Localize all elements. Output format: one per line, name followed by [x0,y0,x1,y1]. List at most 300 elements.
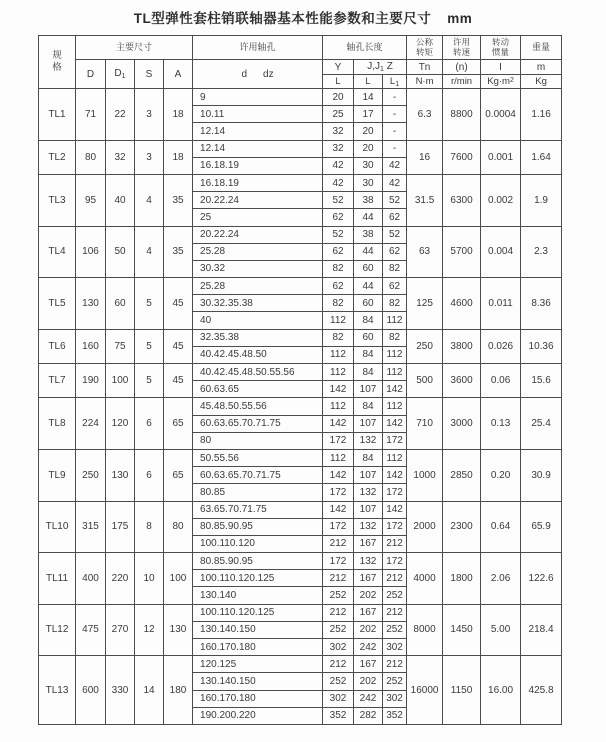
inertia-cell: 0.011 [481,278,521,330]
speed-cell: 1150 [443,656,481,725]
col-header-I: I [481,60,521,75]
length-Y-cell: 172 [323,432,354,449]
torque-cell: 2000 [407,501,443,553]
bore-d-cell: 25 [193,209,323,226]
length-Z-cell: 112 [383,312,407,329]
bore-d-cell: 20.22.24 [193,226,323,243]
length-Z-cell: 52 [383,192,407,209]
length-Y-cell: 42 [323,157,354,174]
length-Y-cell: 142 [323,381,354,398]
table-row [39,140,562,157]
spec-cell: TL6 [39,329,76,363]
length-Z-cell: 142 [383,467,407,484]
length-Z-cell: 172 [383,553,407,570]
length-J-cell: 44 [354,243,383,260]
spec-cell: TL2 [39,140,76,174]
dim-D1-cell: 32 [106,140,135,174]
length-Y-cell: 112 [323,346,354,363]
length-Y-cell: 62 [323,243,354,260]
dim-D-cell: 400 [76,553,106,605]
length-Y-cell: 172 [323,484,354,501]
bore-d-cell: 60.63.65.70.71.75 [193,467,323,484]
length-J-cell: 202 [354,587,383,604]
dim-A-cell: 130 [164,604,193,656]
length-Y-cell: 62 [323,278,354,295]
table-body [39,89,562,725]
unit-speed: r/min [443,75,481,89]
dim-D-cell: 80 [76,140,106,174]
inertia-cell: 5.00 [481,604,521,656]
length-J-cell: 20 [354,140,383,157]
weight-cell: 8.36 [521,278,562,330]
length-Z-cell: 112 [383,398,407,415]
length-J-cell: 60 [354,295,383,312]
length-J-cell: 84 [354,449,383,466]
length-Y-cell: 62 [323,209,354,226]
col-header-L-j: L [354,75,383,89]
bore-d-cell: 12.14 [193,123,323,140]
length-Z-cell: 172 [383,518,407,535]
dim-D1-cell: 50 [106,226,135,278]
bore-d-cell: 30.32 [193,260,323,277]
length-Y-cell: 142 [323,467,354,484]
speed-cell: 5700 [443,226,481,278]
spec-cell: TL5 [39,278,76,330]
torque-cell: 16 [407,140,443,174]
bore-d-cell: 16.18.19 [193,157,323,174]
speed-cell: 2300 [443,501,481,553]
spec-cell: TL1 [39,89,76,141]
speed-cell: 7600 [443,140,481,174]
spec-table [38,35,562,725]
length-J-cell: 202 [354,621,383,638]
col-group-torque: 公称转矩 [407,36,443,60]
bore-d-cell: 9 [193,89,323,106]
length-Z-cell: 252 [383,673,407,690]
length-J-cell: 84 [354,398,383,415]
dim-D-cell: 160 [76,329,106,363]
length-J-cell: 242 [354,690,383,707]
speed-cell: 2850 [443,449,481,501]
spec-cell: TL9 [39,449,76,501]
dim-D1-cell: 175 [106,501,135,553]
col-group-speed: 许用转速 [443,36,481,60]
length-Z-cell: 142 [383,501,407,518]
table-row [39,501,562,518]
bore-d-cell: 40 [193,312,323,329]
dim-A-cell: 180 [164,656,193,725]
length-Z-cell: 302 [383,690,407,707]
length-J-cell: 84 [354,312,383,329]
dim-S-cell: 3 [135,140,164,174]
dim-S-cell: 8 [135,501,164,553]
length-J-cell: 107 [354,501,383,518]
length-Y-cell: 82 [323,260,354,277]
length-Z-cell: 352 [383,707,407,724]
bore-d-cell: 60.63.65.70.71.75 [193,415,323,432]
length-Y-cell: 112 [323,398,354,415]
bore-d-cell: 190.200.220 [193,707,323,724]
table-row [39,553,562,570]
length-J-cell: 167 [354,535,383,552]
col-group-bore: 许用轴孔 [193,36,323,60]
dim-D1-cell: 40 [106,174,135,226]
dim-D1-cell: 330 [106,656,135,725]
bore-d-cell: 10.11 [193,106,323,123]
weight-cell: 25.4 [521,398,562,450]
bore-d-cell: 63.65.70.71.75 [193,501,323,518]
spec-cell: TL3 [39,174,76,226]
length-Y-cell: 52 [323,192,354,209]
col-header-S: S [135,60,164,89]
dim-D1-cell: 100 [106,364,135,398]
bore-d-cell: 100.110.120.125 [193,570,323,587]
bore-d-cell: 120.125 [193,656,323,673]
dim-D-cell: 71 [76,89,106,141]
table-row [39,174,562,191]
length-Y-cell: 32 [323,123,354,140]
inertia-cell: 2.06 [481,553,521,605]
dim-A-cell: 100 [164,553,193,605]
length-Z-cell: 62 [383,209,407,226]
col-header-D1: $D_1$ [106,60,135,89]
torque-cell: 1000 [407,449,443,501]
length-Y-cell: 212 [323,535,354,552]
inertia-cell: 0.026 [481,329,521,363]
length-Y-cell: 172 [323,518,354,535]
bore-d-cell: 50.55.56 [193,449,323,466]
torque-cell: 4000 [407,553,443,605]
bore-d-cell: 40.42.45.48.50.55.56 [193,364,323,381]
length-J-cell: 84 [354,364,383,381]
col-group-main-dims: 主要尺寸 [76,36,193,60]
dim-A-cell: 45 [164,278,193,330]
length-Z-cell: - [383,123,407,140]
length-Y-cell: 32 [323,140,354,157]
length-J-cell: 60 [354,329,383,346]
bore-d-cell: 80.85.90.95 [193,518,323,535]
spec-cell: TL12 [39,604,76,656]
col-group-bore-length: 轴孔长度 [323,36,407,60]
dim-A-cell: 65 [164,398,193,450]
title-unit: mm [447,11,473,26]
bore-d-cell: 160.170.180 [193,690,323,707]
length-J-cell: 242 [354,639,383,656]
table-row [39,278,562,295]
table-row [39,364,562,381]
weight-cell: 30.9 [521,449,562,501]
col-header-A: A [164,60,193,89]
dim-S-cell: 14 [135,656,164,725]
weight-cell: 1.64 [521,140,562,174]
length-Y-cell: 20 [323,89,354,106]
length-Y-cell: 112 [323,364,354,381]
length-Y-cell: 82 [323,295,354,312]
bore-d-cell: 160.170.180 [193,639,323,656]
dim-A-cell: 45 [164,329,193,363]
bore-d-cell: 25.28 [193,243,323,260]
unit-torque: N·m [407,75,443,89]
dim-D-cell: 95 [76,174,106,226]
length-J-cell: 44 [354,278,383,295]
length-Z-cell: 62 [383,278,407,295]
speed-cell: 6300 [443,174,481,226]
dim-A-cell: 65 [164,449,193,501]
bore-d-cell: 130.140.150 [193,673,323,690]
length-Y-cell: 252 [323,673,354,690]
spec-cell: TL13 [39,656,76,725]
dim-D1-cell: 220 [106,553,135,605]
dim-D1-cell: 120 [106,398,135,450]
dim-D-cell: 600 [76,656,106,725]
dim-D-cell: 224 [76,398,106,450]
bore-d-cell: 16.18.19 [193,174,323,191]
length-Z-cell: 212 [383,535,407,552]
dim-S-cell: 5 [135,329,164,363]
bore-d-cell: 100.110.120.125 [193,604,323,621]
unit-inertia: $Kg\cdot m^2$ [481,75,521,89]
torque-cell: 16000 [407,656,443,725]
col-header-d-dz: d dz [193,60,323,89]
spec-cell: TL11 [39,553,76,605]
col-header-Y: Y [323,60,354,75]
length-J-cell: 202 [354,673,383,690]
length-J-cell: 132 [354,484,383,501]
col-header-Tn: Tn [407,60,443,75]
length-Y-cell: 42 [323,174,354,191]
dim-D-cell: 315 [76,501,106,553]
length-Y-cell: 82 [323,329,354,346]
length-Z-cell: 172 [383,484,407,501]
table-row [39,398,562,415]
dim-S-cell: 12 [135,604,164,656]
length-Y-cell: 112 [323,449,354,466]
table-row [39,329,562,346]
length-J-cell: 167 [354,570,383,587]
length-Z-cell: 112 [383,346,407,363]
weight-cell: 10.36 [521,329,562,363]
bore-d-cell: 20.22.24 [193,192,323,209]
dim-D-cell: 130 [76,278,106,330]
length-Y-cell: 112 [323,312,354,329]
col-header-L1-z: $L_1$ [383,75,407,89]
length-Z-cell: 142 [383,415,407,432]
length-J-cell: 20 [354,123,383,140]
inertia-cell: 0.06 [481,364,521,398]
inertia-cell: 0.20 [481,449,521,501]
length-Z-cell: 212 [383,656,407,673]
page-title [0,7,606,27]
length-J-cell: 282 [354,707,383,724]
title-text: TL型弹性套柱销联轴器基本性能参数和主要尺寸 [133,11,432,26]
dim-S-cell: 5 [135,364,164,398]
torque-cell: 710 [407,398,443,450]
torque-cell: 6.3 [407,89,443,141]
table-row [39,449,562,466]
torque-cell: 31.5 [407,174,443,226]
length-J-cell: 132 [354,553,383,570]
weight-cell: 1.9 [521,174,562,226]
dim-D-cell: 475 [76,604,106,656]
table-row [39,604,562,621]
dim-D1-cell: 22 [106,89,135,141]
bore-d-cell: 130.140.150 [193,621,323,638]
length-Z-cell: 82 [383,329,407,346]
weight-cell: 218.4 [521,604,562,656]
bore-d-cell: 80.85 [193,484,323,501]
length-J-cell: 132 [354,518,383,535]
length-Y-cell: 302 [323,639,354,656]
inertia-cell: 16.00 [481,656,521,725]
col-header-D: D [76,60,106,89]
length-Z-cell: - [383,89,407,106]
length-Y-cell: 25 [323,106,354,123]
length-J-cell: 132 [354,432,383,449]
length-J-cell: 107 [354,467,383,484]
length-Z-cell: 112 [383,449,407,466]
col-header-n: (n) [443,60,481,75]
torque-cell: 500 [407,364,443,398]
dim-S-cell: 10 [135,553,164,605]
dim-A-cell: 18 [164,140,193,174]
length-Z-cell: 62 [383,243,407,260]
dim-D1-cell: 270 [106,604,135,656]
unit-weight: Kg [521,75,562,89]
bore-d-cell: 45.48.50.55.56 [193,398,323,415]
bore-d-cell: 60.63.65 [193,381,323,398]
spec-cell: TL4 [39,226,76,278]
dim-A-cell: 80 [164,501,193,553]
length-J-cell: 60 [354,260,383,277]
bore-d-cell: 80.85.90.95 [193,553,323,570]
length-J-cell: 107 [354,381,383,398]
speed-cell: 8800 [443,89,481,141]
speed-cell: 4600 [443,278,481,330]
bore-d-cell: 100.110.120 [193,535,323,552]
spec-cell: TL10 [39,501,76,553]
length-Y-cell: 252 [323,621,354,638]
bore-d-cell: 80 [193,432,323,449]
length-Z-cell: 82 [383,260,407,277]
inertia-cell: 0.13 [481,398,521,450]
length-J-cell: 30 [354,157,383,174]
col-header-L-y: L [323,75,354,89]
dim-S-cell: 4 [135,174,164,226]
speed-cell: 3800 [443,329,481,363]
length-Z-cell: - [383,106,407,123]
length-J-cell: 167 [354,656,383,673]
torque-cell: 250 [407,329,443,363]
length-Z-cell: 172 [383,432,407,449]
speed-cell: 3600 [443,364,481,398]
length-Y-cell: 252 [323,587,354,604]
length-Z-cell: - [383,140,407,157]
weight-cell: 2.3 [521,226,562,278]
bore-d-cell: 12.14 [193,140,323,157]
length-Y-cell: 52 [323,226,354,243]
length-Y-cell: 352 [323,707,354,724]
length-J-cell: 17 [354,106,383,123]
length-J-cell: 44 [354,209,383,226]
length-Y-cell: 212 [323,656,354,673]
weight-cell: 122.6 [521,553,562,605]
length-Y-cell: 302 [323,690,354,707]
dim-D-cell: 190 [76,364,106,398]
dim-D1-cell: 60 [106,278,135,330]
dim-S-cell: 3 [135,89,164,141]
inertia-cell: 0.0004 [481,89,521,141]
dim-A-cell: 18 [164,89,193,141]
inertia-cell: 0.64 [481,501,521,553]
dim-S-cell: 4 [135,226,164,278]
speed-cell: 3000 [443,398,481,450]
dim-A-cell: 45 [164,364,193,398]
length-Y-cell: 142 [323,501,354,518]
dim-D1-cell: 75 [106,329,135,363]
length-J-cell: 38 [354,192,383,209]
length-Y-cell: 212 [323,604,354,621]
length-J-cell: 167 [354,604,383,621]
length-Z-cell: 42 [383,174,407,191]
dim-D-cell: 106 [76,226,106,278]
bore-d-cell: 130.140 [193,587,323,604]
table-row [39,226,562,243]
dim-S-cell: 6 [135,398,164,450]
speed-cell: 1800 [443,553,481,605]
dim-D1-cell: 130 [106,449,135,501]
weight-cell: 15.6 [521,364,562,398]
length-J-cell: 107 [354,415,383,432]
torque-cell: 63 [407,226,443,278]
length-J-cell: 30 [354,174,383,191]
length-Z-cell: 252 [383,621,407,638]
bore-d-cell: 25.28 [193,278,323,295]
length-Z-cell: 112 [383,364,407,381]
dim-S-cell: 5 [135,278,164,330]
spec-cell: TL7 [39,364,76,398]
table-row [39,656,562,673]
length-Y-cell: 212 [323,570,354,587]
length-J-cell: 84 [354,346,383,363]
length-J-cell: 38 [354,226,383,243]
weight-cell: 425.8 [521,656,562,725]
dim-S-cell: 6 [135,449,164,501]
torque-cell: 8000 [407,604,443,656]
col-header-spec: 规格 [39,36,76,89]
col-group-weight: 重量 [521,36,562,60]
torque-cell: 125 [407,278,443,330]
col-group-inertia: 转动惯量 [481,36,521,60]
table-header [39,36,562,89]
length-Z-cell: 212 [383,570,407,587]
weight-cell: 65.9 [521,501,562,553]
col-header-m: m [521,60,562,75]
length-Z-cell: 302 [383,639,407,656]
length-Z-cell: 142 [383,381,407,398]
inertia-cell: 0.001 [481,140,521,174]
speed-cell: 1450 [443,604,481,656]
length-Z-cell: 212 [383,604,407,621]
table-row [39,89,562,106]
length-Z-cell: 52 [383,226,407,243]
length-Y-cell: 172 [323,553,354,570]
weight-cell: 1.16 [521,89,562,141]
dim-D-cell: 250 [76,449,106,501]
length-Z-cell: 42 [383,157,407,174]
col-header-JJ1Z: $J,J_1$ Z [354,60,407,75]
dim-A-cell: 35 [164,226,193,278]
bore-d-cell: 30.32.35.38 [193,295,323,312]
